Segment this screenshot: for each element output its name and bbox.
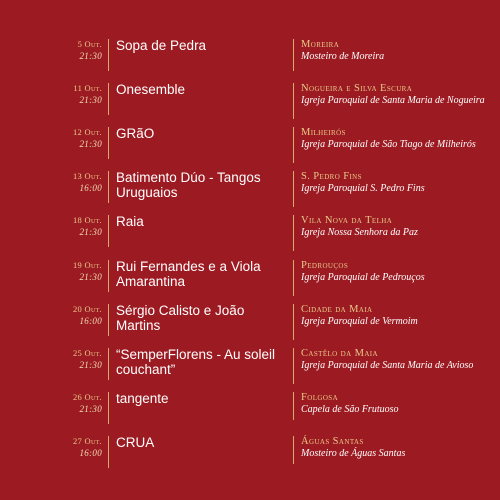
event-time: 21:30 <box>79 272 102 282</box>
event-time: 21:30 <box>79 95 102 105</box>
event-place <box>301 127 491 150</box>
event-time: 21:30 <box>79 51 102 61</box>
divider <box>108 260 109 292</box>
event-row <box>0 260 500 302</box>
divider <box>293 348 294 384</box>
event-title: Sopa de Pedra <box>116 38 207 53</box>
event-date <box>30 260 102 283</box>
event-date <box>30 127 102 150</box>
place-name: Moreira <box>301 39 340 50</box>
event-place <box>301 392 491 415</box>
event-row <box>0 436 500 478</box>
event-time: 16:00 <box>79 448 102 458</box>
place-name: S. Pedro Fins <box>301 171 362 182</box>
place-name: Folgosa <box>301 392 339 403</box>
venue-name: Igreja Paroquial S. Pedro Fins <box>301 182 425 194</box>
event-date <box>30 83 102 106</box>
place-name: Águas Santas <box>301 436 364 447</box>
divider <box>293 215 294 251</box>
venue-name: Igreja Paroquial de Vermoim <box>301 315 418 327</box>
event-day: 19 Out. <box>73 260 102 270</box>
event-row <box>0 304 500 346</box>
divider <box>108 39 109 71</box>
event-place <box>301 171 491 194</box>
event-day: 5 Out. <box>77 39 102 49</box>
event-date <box>30 171 102 194</box>
event-day: 25 Out. <box>73 348 102 358</box>
event-day: 27 Out. <box>73 436 102 446</box>
place-name: Castêlo da Maia <box>301 348 378 359</box>
event-day: 13 Out. <box>73 171 102 181</box>
divider <box>108 127 109 159</box>
event-day: 12 Out. <box>73 127 102 137</box>
divider <box>293 436 294 464</box>
venue-name: Igreja Paroquial de São Tiago de Milheirós <box>301 138 476 150</box>
event-title: “SemperFlorens - Au soleil couchant” <box>116 347 276 377</box>
divider <box>108 171 109 203</box>
event-title: CRUA <box>116 435 155 450</box>
event-time: 21:30 <box>79 360 102 370</box>
event-place <box>301 39 491 62</box>
divider <box>108 83 109 115</box>
divider <box>293 127 294 163</box>
event-title: tangente <box>116 391 169 406</box>
place-name: Milheirós <box>301 127 346 138</box>
venue-name: Igreja Paroquial de Pedrouços <box>301 271 425 283</box>
event-row <box>0 215 500 257</box>
venue-name: Mosteiro de Moreira <box>301 50 385 62</box>
event-row <box>0 171 500 213</box>
event-title: Batimento Dúo - Tangos Uruguaios <box>116 170 261 200</box>
event-date <box>30 215 102 238</box>
event-day: 20 Out. <box>73 304 102 314</box>
venue-name: Capela de São Frutuoso <box>301 403 399 415</box>
event-place <box>301 348 491 371</box>
divider <box>293 260 294 296</box>
divider <box>293 39 294 71</box>
place-name: Cidade da Maia <box>301 304 373 315</box>
event-date <box>30 39 102 62</box>
event-day: 11 Out. <box>73 83 102 93</box>
place-name: Vila Nova da Telha <box>301 215 393 226</box>
event-place <box>301 304 491 327</box>
event-time: 16:00 <box>79 316 102 326</box>
event-time: 21:30 <box>79 404 102 414</box>
venue-name: Mosteiro de Águas Santas <box>301 447 406 459</box>
event-day: 26 Out. <box>73 392 102 402</box>
divider <box>293 171 294 207</box>
event-place <box>301 436 491 459</box>
event-title: GRãO <box>116 126 155 141</box>
event-title: Onesemble <box>116 82 186 97</box>
event-row <box>0 127 500 169</box>
event-title: Raia <box>116 214 144 229</box>
venue-name: Igreja Paroquial de Santa Maria de Nogueira <box>301 94 485 106</box>
event-time: 21:30 <box>79 139 102 149</box>
event-place <box>301 83 491 106</box>
venue-name: Igreja Nossa Senhora da Paz <box>301 226 418 238</box>
event-title: Sérgio Calisto e João Martins <box>116 303 245 333</box>
venue-name: Igreja Paroquial de Santa Maria de Avioso <box>301 359 474 371</box>
event-date <box>30 348 102 371</box>
event-time: 16:00 <box>79 183 102 193</box>
divider <box>108 215 109 247</box>
divider <box>108 348 109 380</box>
divider <box>108 436 109 468</box>
divider <box>293 83 294 119</box>
event-date <box>30 436 102 459</box>
event-time: 21:30 <box>79 227 102 237</box>
divider <box>108 392 109 424</box>
event-date <box>30 392 102 415</box>
event-row <box>0 348 500 390</box>
event-row <box>0 83 500 125</box>
divider <box>108 304 109 336</box>
place-name: Pedrouços <box>301 260 349 271</box>
divider <box>293 392 294 420</box>
event-row <box>0 392 500 434</box>
event-title: Rui Fernandes e a Viola Amarantina <box>116 259 261 289</box>
event-row <box>0 39 500 81</box>
divider <box>293 304 294 340</box>
event-place <box>301 215 491 238</box>
place-name: Nogueira e Silva Escura <box>301 83 413 94</box>
event-date <box>30 304 102 327</box>
event-place <box>301 260 491 283</box>
event-day: 18 Out. <box>73 215 102 225</box>
